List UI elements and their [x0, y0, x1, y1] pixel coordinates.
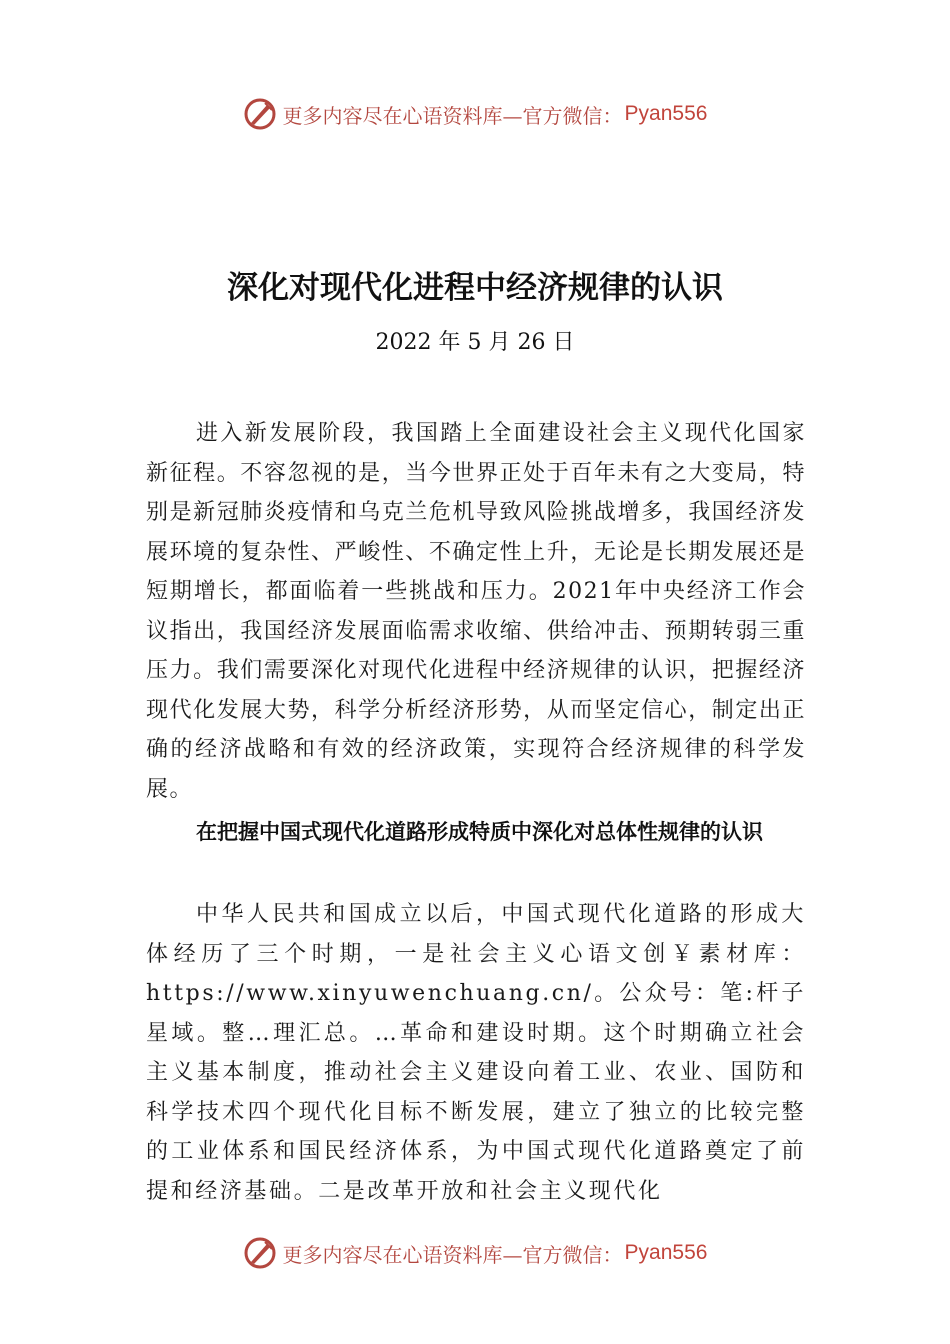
banner-text: 更多内容尽在心语资料库—官方微信： — [282, 1242, 623, 1267]
banner-wechat-id: Pyan556 — [624, 1241, 708, 1264]
paragraph-intro: 进入新发展阶段，我国踏上全面建设社会主义现代化国家新征程。不容忽视的是，当今世界正处于百年未有之大变局，特别是新冠肺炎疫情和乌克兰危机导致风险挑战增多，我国经济发展环境的复杂性、严峻性、不确定性上升，无论是长期发展还是短期增长，都面临着一些挑战和压力。2021年中央经济工作会议指出，我国经济发展面临需求收缩、供给冲击、预期转弱三重压力。我们需要深化对现代化进程中经济规律的认识，把握经济现代化发展大势，科学分析经济形势，从而坚定信心，制定出正确的经济战略和有效的经济政策，实现符合经济规律的科学发展。 — [146, 421, 806, 802]
document-date: 2022 年 5 月 26 日 — [375, 330, 575, 355]
banner-text: 更多内容尽在心语资料库—官方微信： — [282, 103, 623, 128]
quill-logo-icon — [243, 1236, 277, 1270]
quill-logo-icon — [243, 97, 277, 131]
paragraph-body: 中华人民共和国成立以后，中国式现代化道路的形成大体经历了三个时期，一是社会主义心语文创￥素材库：https://www.xinyuwenchuang.cn/。公众号：笔:杆子星域。整…理汇总。…革命和建设时期。这个时期确立社会主义基本制度，推动社会主义建设向着工业、农业、国防和科学技术四个现代化目标不断发展，建立了独立的比较完整的工业体系和国民经济体系，为中国式现代化道路奠定了前提和经济基础。二是改革开放和社会主义现代化 — [146, 902, 806, 1204]
document-title: 深化对现代化进程中经济规律的认识 — [227, 270, 723, 306]
footer-banner — [0, 1233, 950, 1273]
banner-wechat-id: Pyan556 — [624, 102, 708, 125]
header-banner — [0, 94, 950, 134]
section-heading: 在把握中国式现代化道路形成特质中深化对总体性规律的认识 — [196, 820, 763, 844]
